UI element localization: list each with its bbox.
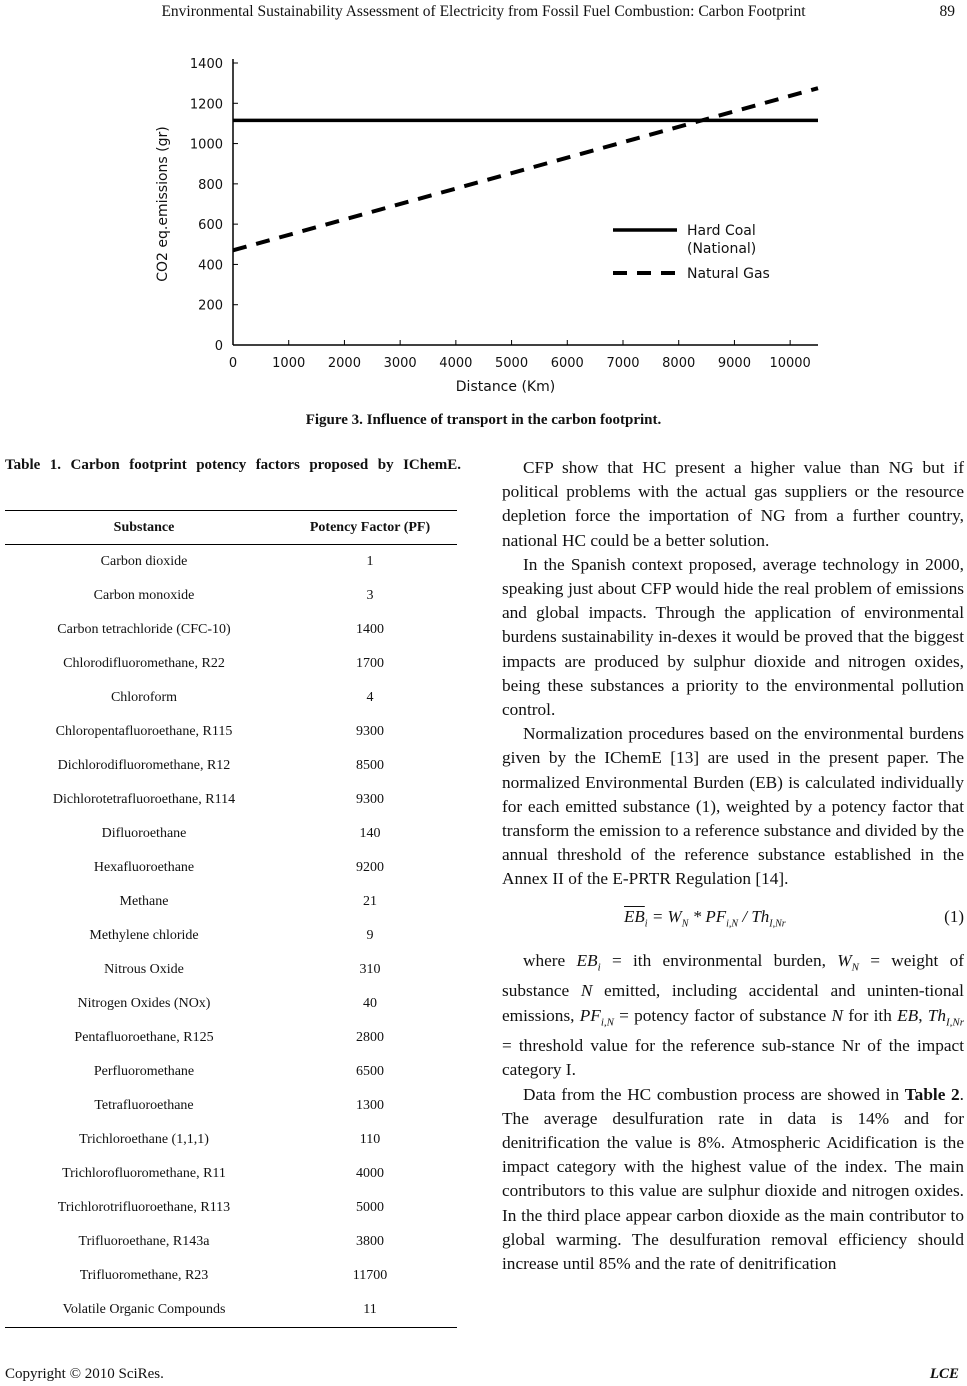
table-2-reference: Table 2 <box>904 1084 960 1104</box>
potency-factor-cell: 8500 <box>356 758 384 773</box>
page-number: 89 <box>939 3 955 20</box>
potency-factor-cell: 3800 <box>356 1234 384 1249</box>
substance-cell: Carbon tetrachloride (CFC-10) <box>57 622 231 637</box>
paragraph-3: Normalization procedures based on the environmental burdens given by the IChemE [13] are used in the present paper. The normalized Environmental Burden (EB) is calculated individually for each emitted substance (1), weighted by a potency factor that transform the emission to a reference substance and divided by the annual threshold of the reference substance established in the Annex II of the E-PRTR Regulation [14]. <box>502 724 964 889</box>
table-row <box>5 715 457 749</box>
y-tick-label: 600 <box>198 218 223 234</box>
substance-cell: Trifluoromethane, R23 <box>79 1268 209 1283</box>
column-header-substance: Substance <box>5 511 283 545</box>
table-row <box>5 1293 457 1328</box>
substance-cell: Methane <box>119 894 169 909</box>
substance-cell: Trichlorofluoromethane, R11 <box>62 1166 226 1181</box>
y-tick-label: 1000 <box>189 137 223 153</box>
running-title: Environmental Sustainability Assessment of Electricity from Fossil Fuel Combustion: Carbon Footprint <box>161 3 806 20</box>
journal-abbreviation: LCE <box>929 1366 959 1382</box>
table-row <box>5 851 457 885</box>
table-row <box>5 681 457 715</box>
table-row <box>5 1259 457 1293</box>
y-axis-label: CO2 eq.emissions (gr) <box>155 126 171 282</box>
substance-cell: Carbon monoxide <box>93 588 195 603</box>
potency-factor-cell: 4 <box>366 690 374 705</box>
paragraph-4: where $EB_i$ = ith environmental burden, $W_N$ = weight of substance N emitted, including accidental and uninten-tional emissions, $PF_{i,N}$ = potency factor of substance N for ith EB, $Th_{I,Nr}$ = threshold value for the reference sub-stance Nr of the impact category I. <box>502 950 965 1080</box>
table-row <box>5 1191 457 1225</box>
substance-cell: Dichlorodifluoromethane, R12 <box>57 758 231 773</box>
potency-factor-cell: 140 <box>359 826 381 841</box>
substance-cell: Trifluoroethane, R143a <box>78 1234 210 1249</box>
table-row <box>5 817 457 851</box>
substance-cell: Pentafluoroethane, R125 <box>74 1030 214 1045</box>
substance-cell: Volatile Organic Compounds <box>5 1293 283 1328</box>
legend-label-hard-coal: Hard Coal <box>687 223 756 239</box>
potency-factor-cell: 9300 <box>356 724 384 739</box>
equation-1 <box>502 895 964 947</box>
y-tick-label: 1200 <box>189 97 223 113</box>
y-tick-label: 400 <box>198 258 223 274</box>
column-header-potency-factor: Potency Factor (PF) <box>283 511 457 545</box>
figure-caption: Figure 3. Influence of transport in the carbon footprint. <box>305 412 662 428</box>
substance-cell: Carbon dioxide <box>100 554 188 569</box>
potency-factor-cell: 1700 <box>356 656 384 671</box>
potency-factor-cell: 9200 <box>356 860 384 875</box>
x-axis-label: Distance (Km) <box>455 379 556 395</box>
potency-factor-cell: 110 <box>359 1132 381 1147</box>
substance-cell: Tetrafluoroethane <box>94 1098 194 1113</box>
potency-factor-cell: 2800 <box>356 1030 384 1045</box>
paragraph-2: In the Spanish context proposed, average technology in 2000, speaking just about CFP would hide the real problem of emissions and global impacts. Through the application of environmental burdens sustainability in-dexes it would be proved that the biggest impacts are produced by sulphur dioxide and nitrogen oxides, being these substances a priority to the environmental pollution control. <box>502 554 964 720</box>
y-tick-label: 200 <box>198 298 223 314</box>
substance-cell: Dichlorotetrafluoroethane, R114 <box>52 792 236 807</box>
potency-factor-cell: 21 <box>363 894 377 909</box>
x-tick-label: 9000 <box>717 356 751 371</box>
table-header-row <box>5 511 457 545</box>
x-tick-label: 0 <box>228 356 238 371</box>
x-tick-label: 10000 <box>769 356 811 371</box>
x-tick-label: 2000 <box>327 356 361 371</box>
table-row <box>5 987 457 1021</box>
potency-factor-cell: 9300 <box>356 792 384 807</box>
substance-cell: Chlorodifluoromethane, R22 <box>63 656 225 671</box>
equation-number: (1) <box>944 906 964 926</box>
substance-cell: Perfluoromethane <box>93 1064 195 1079</box>
figure-3-chart <box>145 48 825 398</box>
x-tick-label: 5000 <box>495 356 529 371</box>
legend-label-hard-coal-line2: (National) <box>687 241 757 257</box>
table-row <box>5 1055 457 1089</box>
x-tick-label: 6000 <box>550 356 584 371</box>
substance-cell: Methylene chloride <box>89 928 199 943</box>
substance-cell: Trichlorotrifluoroethane, R113 <box>57 1200 231 1215</box>
potency-factor-cell: 1300 <box>356 1098 384 1113</box>
paragraph-1: CFP show that HC present a higher value than NG but if political problems with the actual gas suppliers or the resource depletion force the importation of NG from a further country, national HC could be a better solution. <box>502 458 964 550</box>
substance-cell: Chloropentafluoroethane, R115 <box>55 724 233 739</box>
x-tick-label: 7000 <box>606 356 640 371</box>
y-tick-label: 1400 <box>189 57 223 72</box>
table-row <box>5 919 457 953</box>
table-row <box>5 1089 457 1123</box>
table-row <box>5 885 457 919</box>
table-row <box>5 1123 457 1157</box>
substance-cell: Trichloroethane (1,1,1) <box>79 1132 209 1147</box>
potency-factor-cell: 40 <box>363 996 377 1011</box>
table-row <box>5 1157 457 1191</box>
table-1-caption: Table 1. Carbon footprint potency factors proposed by IChemE. <box>5 457 461 473</box>
x-tick-label: 3000 <box>383 356 417 371</box>
table-row <box>5 579 457 613</box>
potency-factor-cell: 1400 <box>356 622 384 637</box>
table-row <box>5 749 457 783</box>
legend-label-natural-gas: Natural Gas <box>687 266 770 282</box>
body-text-column <box>502 456 964 1276</box>
table-row <box>5 647 457 681</box>
potency-factor-cell: 4000 <box>356 1166 384 1181</box>
table-row <box>5 545 457 580</box>
x-tick-label: 8000 <box>662 356 696 371</box>
potency-factor-cell: 11700 <box>352 1268 388 1283</box>
substance-cell: Nitrous Oxide <box>104 962 184 977</box>
table-row <box>5 953 457 987</box>
table-row <box>5 783 457 817</box>
table-row <box>5 613 457 647</box>
potency-factor-cell: 1 <box>366 554 374 569</box>
x-tick-label: 1000 <box>272 356 306 371</box>
potency-factor-cell: 3 <box>366 588 374 603</box>
potency-factor-cell: 6500 <box>356 1064 384 1079</box>
potency-factor-cell: 11 <box>283 1293 457 1328</box>
page-header <box>0 0 967 24</box>
equation-body: $\overline{EB}_i = W_N * PF_{i,N} / Th_{I,Nr}$ <box>624 906 786 930</box>
substance-cell: Hexafluoroethane <box>93 860 195 875</box>
table-row <box>5 1225 457 1259</box>
potency-factor-cell: 5000 <box>356 1200 384 1215</box>
paragraph-5: Data from the HC combustion process are showed in Table 2. The average desulfuration rate in data is 14% and for denitrification the value is 8%. Atmospheric Acidification is the impact category with the highest value of the index. The main contributors to this value are sulphur dioxide and nitrogen oxides. In the third place appear carbon dioxide as the main contributor to global warming. The desulfuration removal efficiency should increase until 85% and the rate of denitrification <box>502 1084 964 1273</box>
y-tick-label: 0 <box>214 339 223 354</box>
potency-factor-table <box>5 510 457 1328</box>
potency-factor-cell: 310 <box>359 962 381 977</box>
x-tick-label: 4000 <box>439 356 473 371</box>
y-tick-label: 800 <box>198 177 223 193</box>
substance-cell: Difluoroethane <box>101 826 187 841</box>
substance-cell: Chloroform <box>110 690 178 705</box>
potency-factor-cell: 9 <box>366 928 374 943</box>
copyright-notice: Copyright © 2010 SciRes. <box>5 1366 164 1382</box>
table-row <box>5 1021 457 1055</box>
substance-cell: Nitrogen Oxides (NOx) <box>77 996 211 1011</box>
